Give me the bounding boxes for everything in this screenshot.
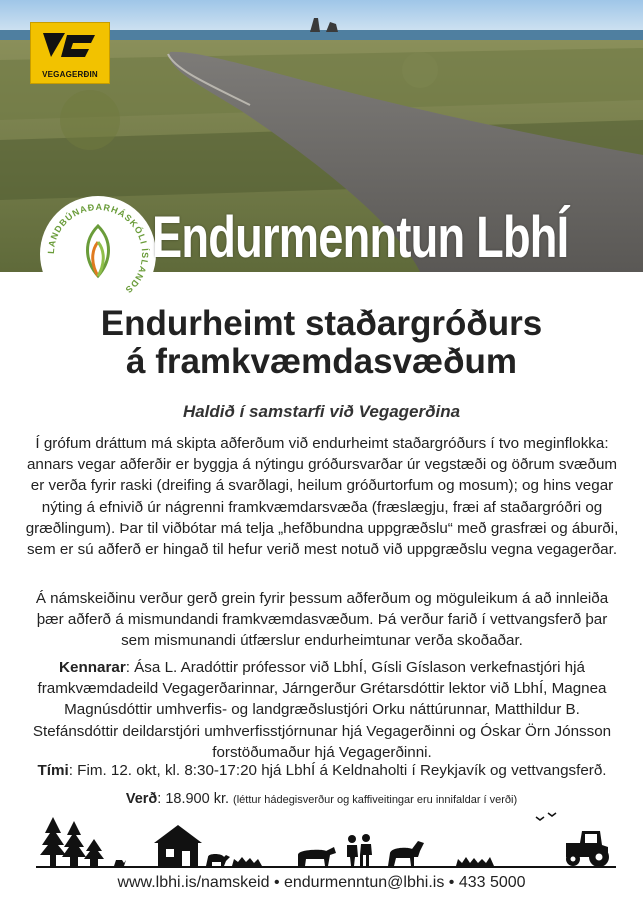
teachers-label: Kennarar: [59, 659, 126, 676]
grass-icon: [456, 857, 494, 866]
cow-icon: [298, 847, 336, 866]
time-info: [22, 760, 622, 781]
description-paragraph-2: Á námskeiðinu verður gerð grein fyrir þessum aðferðum og möguleikum á að innleiða þær aðferð á mismundandi framkvæmdasvæðum. Þá verður farið í vettvangsferð þar sem mismunandi útfærslur endurheimtunar verða skoðaðar.: [35, 590, 609, 650]
tractor-icon: [566, 831, 609, 867]
rural-silhouette-scene: [36, 805, 616, 869]
vegagerdin-logo-icon: [30, 22, 110, 84]
course-subtitle: Haldið í samstarfi við Vegagerðina: [182, 402, 461, 421]
hero-banner: [0, 0, 643, 296]
hero-title: Endurmenntun LbhÍ: [152, 205, 569, 270]
tree-icon: [40, 817, 104, 866]
price-label: Verð: [125, 791, 158, 807]
course-title: [0, 305, 643, 381]
course-title-line2: á framkvæmdasvæðum: [126, 342, 517, 381]
horse-icon: [388, 841, 424, 866]
teachers-text: : Ása L. Aradóttir prófessor við LbhÍ, Gísli Gíslason verkefnastjóri hjá framkvæmdadeild Vegagerðarinnar, Járngerður Grétarsdóttir lektor við LbhÍ, Magnea Magnúsdóttir umhverfis- og landgræðslustjóri Orku náttúrunnar, Matthildur B. Stefánsdóttir deildarstjóri umhverfisstjórnunar hjá Vegagerðinni og Óskar Örn Jónsson forstöðumaður hjá Vegagerðinni.: [32, 659, 612, 761]
ground-line: [36, 866, 616, 868]
lbhi-seal-graphic: [40, 196, 156, 312]
teachers-info: [22, 657, 622, 763]
description-paragraph-1: Í grófum dráttum má skipta aðferðum við endurheimt staðargróðurs í tvo meginflokka: annars vegar aðferðir er byggja á nýtingu gróðursvarðar úr vegstæði og öðrum svæðum er verða fyrir raski (dreifing á svarðlagi, heilum gróðurtorfum og mosum); og hins vegar nýting á efnivið úr nágrenni framkvæmdarsvæða (fræslægju, fræi af staðargróðri og græðlingum). Þar til viðbótar má telja „hefðbundna uppgræðslu“ með grasfræi og áburði, sem er sú aðferð er hingað til hefur verið mest notuð við uppgræðslu vegna vegagerðar.: [25, 435, 619, 559]
vegagerdin-mark-icon: [31, 23, 109, 67]
dog-icon: [114, 860, 126, 866]
time-label: Tími: [37, 762, 69, 779]
lbhi-seal-icon: [40, 196, 156, 312]
vegagerdin-logo-text: VEGAGERÐIN: [42, 70, 98, 79]
course-title-line1: Endurheimt staðargróðurs: [100, 304, 543, 343]
sheep-icon: [206, 854, 230, 866]
seal-text: LANDBÚNAÐARHÁSKÓLI ÍSLANDS: [45, 201, 151, 296]
bird-icon: [536, 813, 556, 820]
house-icon: [154, 825, 202, 866]
price-note: (léttur hádegisverður og kaffiveitingar eru innifaldar í verði): [233, 794, 518, 806]
couple-icon: [347, 834, 372, 866]
grass-icon: [232, 857, 262, 866]
time-text: : Fim. 12. okt, kl. 8:30-17:20 hjá LbhÍ á Keldnaholti í Reykjavík og vettvangsferð.: [68, 762, 607, 779]
price-text: : 18.900 kr.: [157, 791, 230, 807]
contact-footer: www.lbhi.is/namskeid • endurmenntun@lbhi.is • 433 5000: [117, 874, 526, 891]
